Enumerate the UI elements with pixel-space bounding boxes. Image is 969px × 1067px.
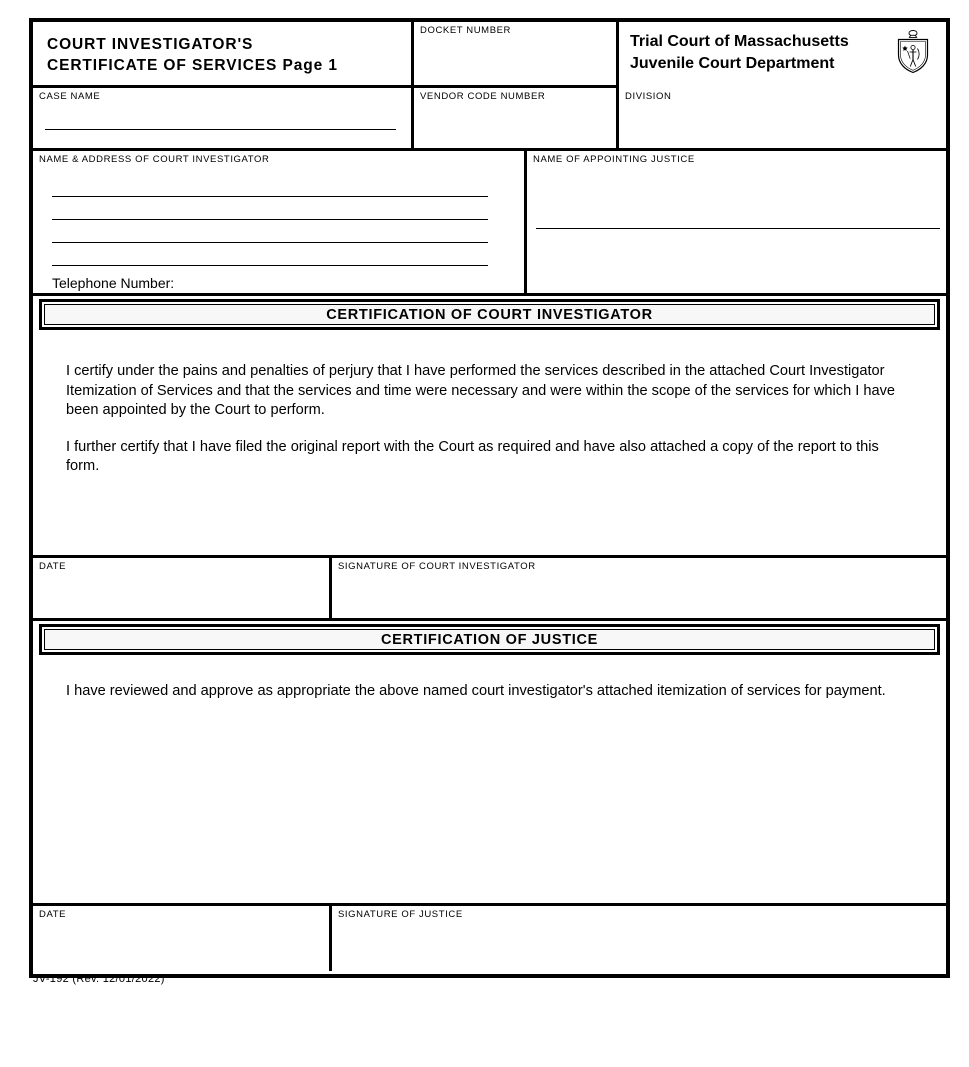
case-name-cell[interactable] xyxy=(33,88,411,148)
investigator-line-2 xyxy=(52,219,488,220)
case-name-label: CASE NAME xyxy=(39,91,101,102)
certification-investigator-banner-text: CERTIFICATION OF COURT INVESTIGATOR xyxy=(44,304,935,325)
certification-investigator-body xyxy=(66,362,916,477)
division-value xyxy=(619,102,946,108)
investigator-date-value xyxy=(33,572,329,580)
investigator-line-4 xyxy=(52,265,488,266)
court-name-block xyxy=(619,22,946,75)
certification-justice-banner xyxy=(39,624,940,655)
investigator-date-label: DATE xyxy=(39,561,67,572)
investigator-paragraph-1: I certify under the pains and penalties of perjury that I have performed the services described in the attached Court Investigator Itemization of Services and that the services and time were necessary and were within the scope of the services for which I have been appointed by the Court to perform. xyxy=(66,363,896,419)
appointing-justice-label: NAME OF APPOINTING JUSTICE xyxy=(533,154,695,165)
certification-justice-banner-text: CERTIFICATION OF JUSTICE xyxy=(44,629,935,650)
appointing-justice-line xyxy=(536,228,940,229)
division-cell[interactable] xyxy=(619,88,946,148)
form-title-line-2: CERTIFICATE OF SERVICES Page 1 xyxy=(47,57,338,74)
court-name-line-2: Juvenile Court Department xyxy=(630,55,835,72)
divider-casename-vendor xyxy=(411,88,414,148)
divider-title-docket xyxy=(411,22,414,85)
divider-investigator-justice xyxy=(524,148,527,293)
divider-justice-date-signature xyxy=(329,906,332,971)
justice-date-cell[interactable] xyxy=(33,906,329,971)
justice-signature-value xyxy=(332,920,946,928)
justice-date-value xyxy=(33,920,329,928)
telephone-label: Telephone Number: xyxy=(52,275,175,291)
vendor-code-label: VENDOR CODE NUMBER xyxy=(420,91,546,102)
investigator-signature-value xyxy=(332,572,946,580)
investigator-address-label: NAME & ADDRESS OF COURT INVESTIGATOR xyxy=(39,154,270,165)
investigator-line-1 xyxy=(52,196,488,197)
justice-signature-cell[interactable] xyxy=(332,906,946,971)
appointing-justice-cell[interactable] xyxy=(527,151,946,293)
divider-investigator-date-signature xyxy=(329,558,332,618)
docket-number-label: DOCKET NUMBER xyxy=(420,25,512,36)
justice-paragraph-1: I have reviewed and approve as appropriate the above named court investigator's attached itemization of services for payment. xyxy=(66,683,886,699)
court-name-line-1: Trial Court of Massachusetts xyxy=(630,33,849,50)
docket-number-cell[interactable] xyxy=(414,22,616,85)
investigator-paragraph-2: I further certify that I have filed the original report with the Court as required and have also attached a copy of the report to this form. xyxy=(66,438,879,475)
vendor-code-cell[interactable] xyxy=(414,88,616,148)
form-border xyxy=(29,18,950,978)
docket-number-value xyxy=(414,36,616,42)
investigator-signature-label: SIGNATURE OF COURT INVESTIGATOR xyxy=(338,561,536,572)
case-name-line xyxy=(45,129,396,130)
divider-docket-court xyxy=(616,22,619,85)
justice-date-label: DATE xyxy=(39,909,67,920)
case-name-value xyxy=(33,102,411,118)
certification-justice-body xyxy=(66,682,936,702)
divider-vendor-division xyxy=(616,85,619,148)
investigator-address-cell[interactable] xyxy=(33,151,520,293)
investigator-signature-bottom-rule xyxy=(33,618,946,621)
vendor-code-value xyxy=(414,102,616,108)
division-label: DIVISION xyxy=(625,91,672,102)
investigator-signature-cell[interactable] xyxy=(332,558,946,618)
investigator-line-3 xyxy=(52,242,488,243)
justice-signature-label: SIGNATURE OF JUSTICE xyxy=(338,909,463,920)
row3-bottom-rule xyxy=(33,293,946,296)
form-footer: JV-192 (Rev. 12/01/2022) xyxy=(33,973,165,985)
telephone-row xyxy=(52,275,174,291)
form-title xyxy=(33,22,411,76)
massachusetts-state-seal-icon xyxy=(890,28,936,78)
certification-investigator-banner xyxy=(39,299,940,330)
investigator-date-cell[interactable] xyxy=(33,558,329,618)
form-title-line-1: COURT INVESTIGATOR'S xyxy=(47,36,254,53)
